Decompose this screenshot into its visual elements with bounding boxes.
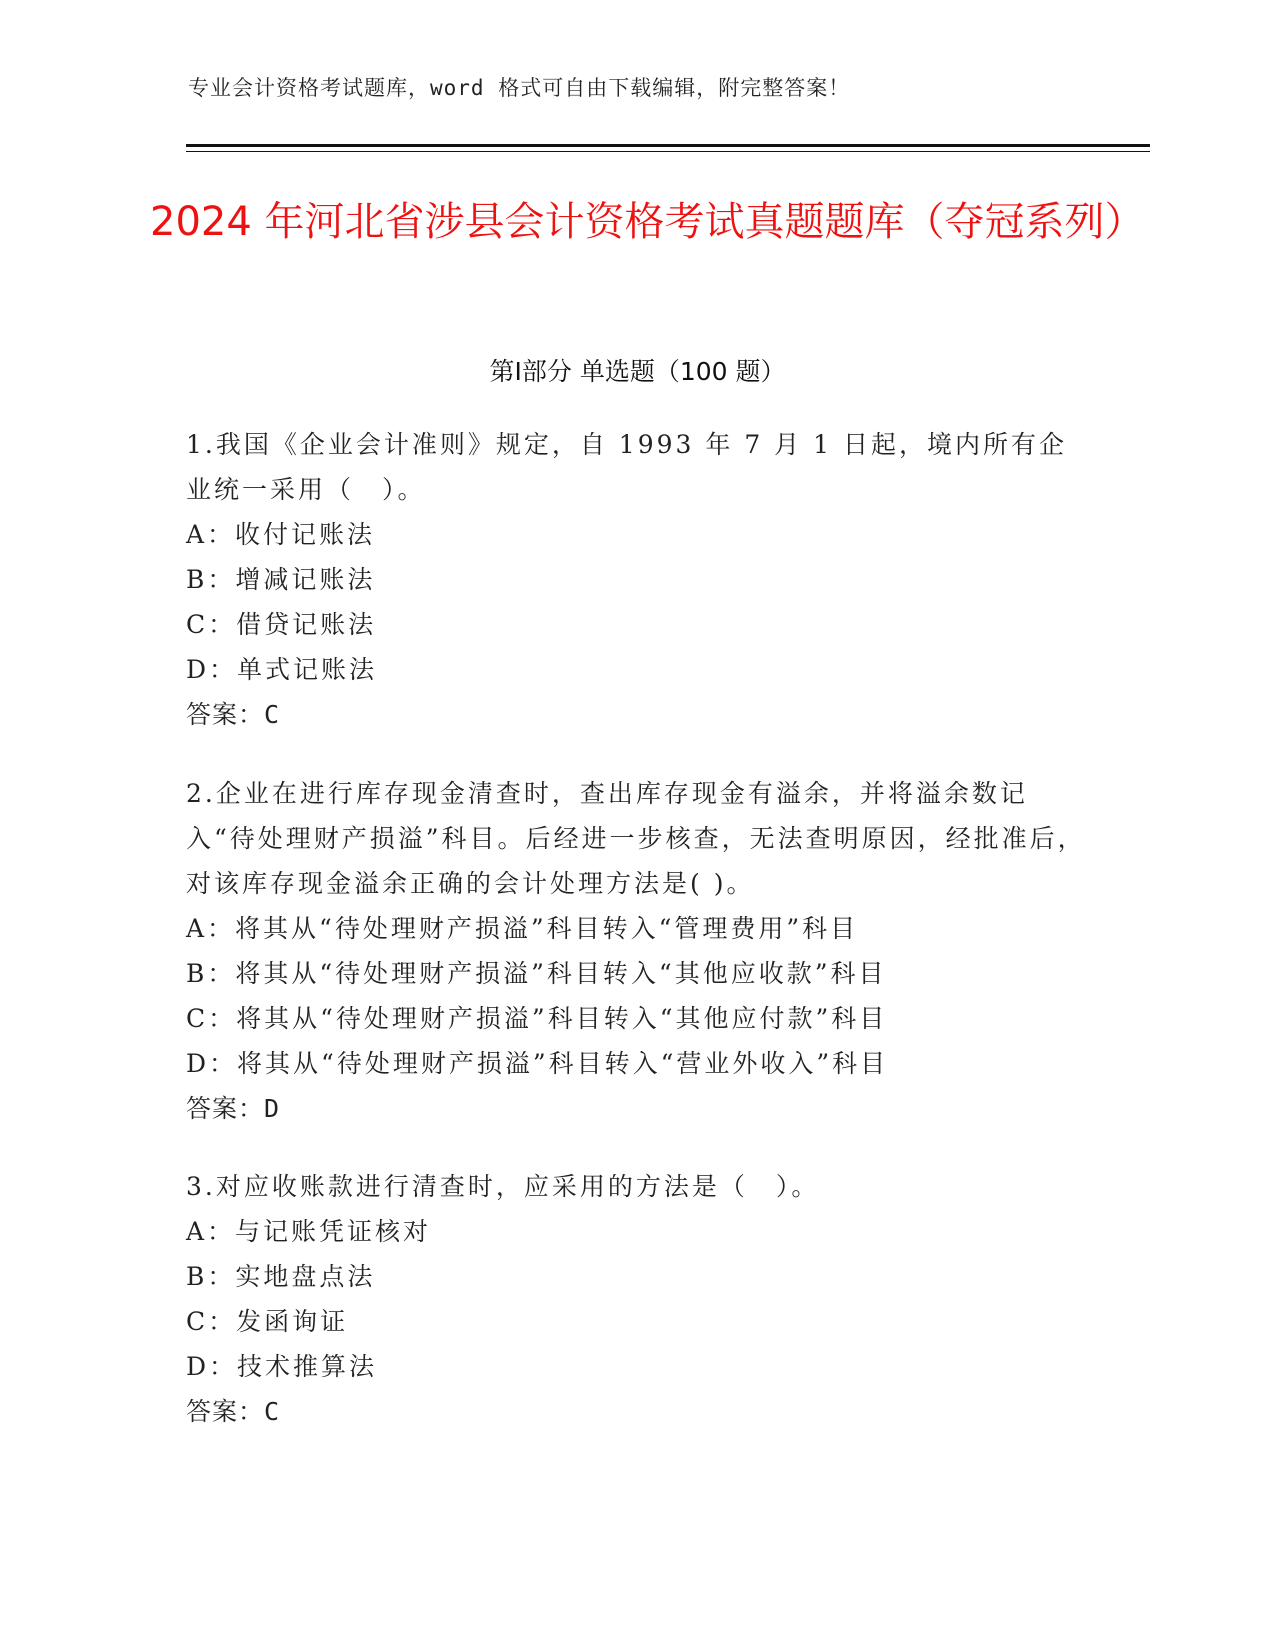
option-d: D：技术推算法 — [186, 1352, 378, 1381]
question-2 — [186, 771, 1086, 1131]
option-a: A：与记账凭证核对 — [186, 1217, 432, 1246]
document-title: 2024 年河北省涉县会计资格考试真题题库（夺冠系列） — [150, 199, 1145, 245]
answer-label: 答案： — [186, 1397, 265, 1426]
answer-label: 答案： — [186, 700, 265, 729]
answer-label: 答案： — [186, 1094, 265, 1123]
option-d: D：单式记账法 — [186, 655, 378, 684]
question-3 — [186, 1164, 1086, 1434]
option-b: B：将其从“待处理财产损溢”科目转入“其他应收款”科目 — [186, 959, 887, 988]
answer-value: C — [264, 700, 281, 729]
option-c: C：将其从“待处理财产损溢”科目转入“其他应付款”科目 — [186, 1004, 888, 1033]
header-note: 专业会计资格考试题库，word 格式可自由下载编辑，附完整答案！ — [188, 76, 851, 100]
option-b: B：增减记账法 — [186, 565, 376, 594]
answer-line — [186, 1086, 1086, 1131]
answer-line — [186, 1389, 1086, 1434]
option-d: D：将其从“待处理财产损溢”科目转入“营业外收入”科目 — [186, 1049, 889, 1078]
question-stem: 1.我国《企业会计准则》规定，自 1993 年 7 月 1 日起，境内所有企业统一采用（ ）。 — [186, 430, 1067, 504]
header-divider-thick — [186, 144, 1150, 147]
section-title: 第Ⅰ部分 单选题（100 题） — [489, 357, 786, 386]
option-a: A：将其从“待处理财产损溢”科目转入“管理费用”科目 — [186, 914, 859, 943]
header-divider-thin — [186, 151, 1150, 152]
option-b: B：实地盘点法 — [186, 1262, 376, 1291]
question-stem: 2.企业在进行库存现金清查时，查出库存现金有溢余，并将溢余数记入“待处理财产损溢”科目。后经进一步核查，无法查明原因，经批准后，对该库存现金溢余正确的会计处理方法是( )。 — [186, 779, 1086, 898]
answer-line — [186, 692, 1086, 737]
answer-value: C — [264, 1397, 281, 1426]
option-a: A：收付记账法 — [186, 520, 376, 549]
option-c: C：发函询证 — [186, 1307, 349, 1336]
question-stem: 3.对应收账款进行清查时，应采用的方法是（ ）。 — [186, 1172, 820, 1201]
option-c: C：借贷记账法 — [186, 610, 377, 639]
answer-value: D — [264, 1094, 281, 1123]
question-1 — [186, 422, 1086, 737]
